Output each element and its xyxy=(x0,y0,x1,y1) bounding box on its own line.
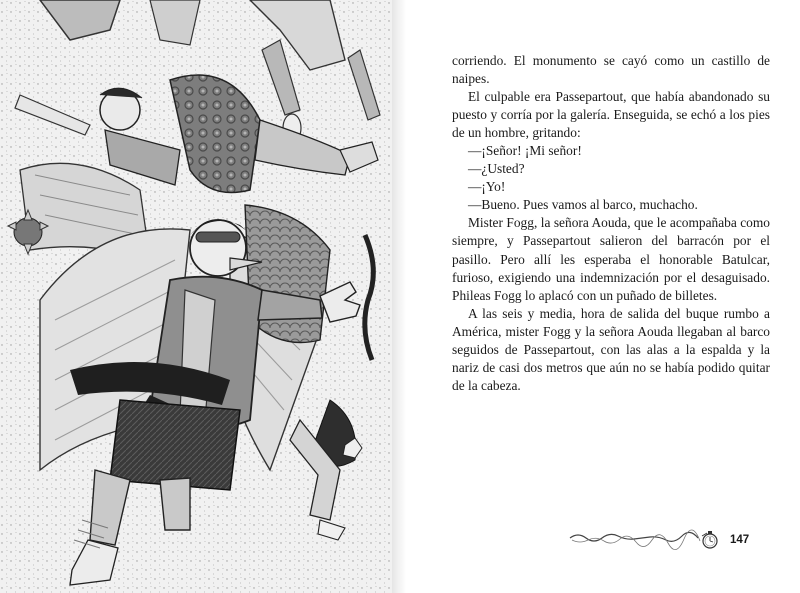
paragraph: corriendo. El monumento se cayó como un castillo de naipes. xyxy=(452,53,770,87)
paragraph: El culpable era Passepartout, que había abandonado su puesto y corría por la galería. Enseguida, se echó a los pies de un hombre, gritando: xyxy=(452,89,770,141)
dialogue-line: —¿Usted? xyxy=(468,161,525,177)
page-gutter xyxy=(392,0,406,593)
dialogue-line: —¡Señor! ¡Mi señor! xyxy=(468,143,582,159)
dialogue-line: —¡Yo! xyxy=(468,179,506,195)
paragraph: A las seis y media, hora de salida del buque rumbo a América, mister Fogg y la señora Aouda llegaban al barco seguidos de Passepartout, con las alas a la espalda y la nariz de casi dos metros que aún no se había podido quitar de la cabeza. xyxy=(452,305,770,393)
page-number: 147 xyxy=(730,534,750,546)
illustration-page xyxy=(0,0,392,593)
squiggle-line-with-pocket-watch-icon xyxy=(568,522,728,554)
winged-figures-falling-illustration xyxy=(0,0,392,593)
text-page xyxy=(406,0,800,593)
paragraph: Mister Fogg, la señora Aouda, que le acompañaba como siempre, y Passepartout salieron del barracón por el pasillo. Pero allí les esperaba el honorable Batulcar, furioso, exigiendo una indemnización por el desaguisado. Phileas Fogg lo aplacó con un puñado de billetes. xyxy=(452,215,770,303)
dialogue-line: —Bueno. Pues vamos al barco, muchacho. xyxy=(468,197,698,213)
body-text xyxy=(452,52,770,395)
